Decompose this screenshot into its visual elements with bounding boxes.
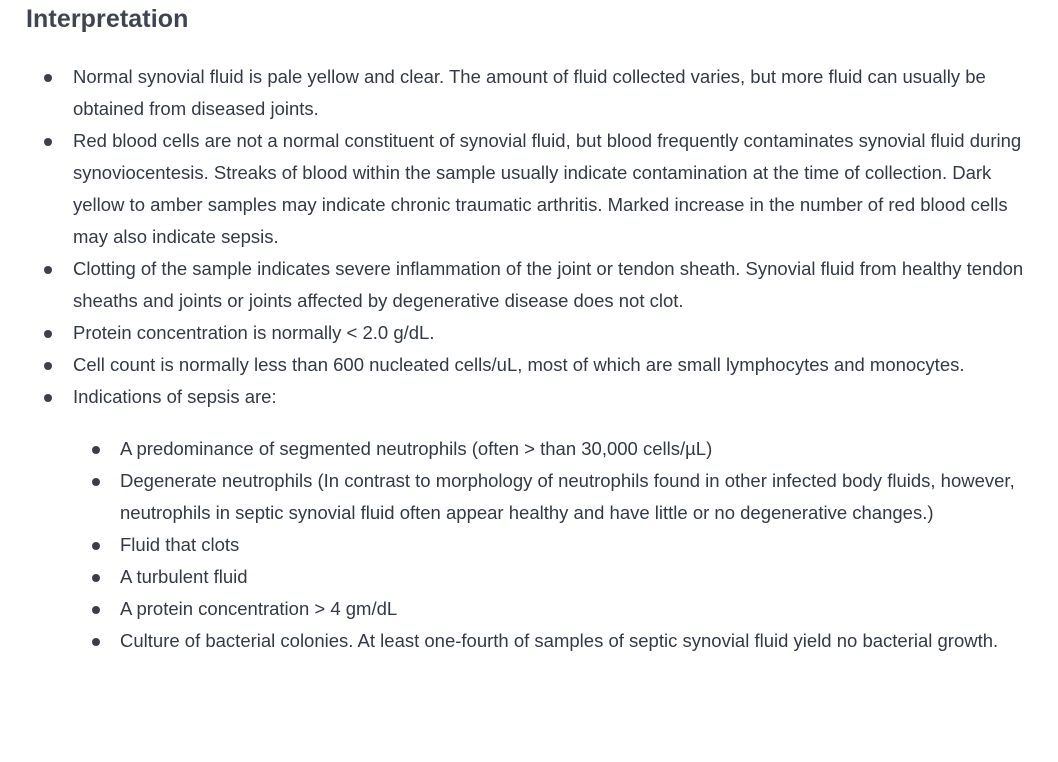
sub-list-item: A turbulent fluid <box>120 561 1030 593</box>
article-content <box>26 0 1036 657</box>
list-item: Cell count is normally less than 600 nucleated cells/uL, most of which are small lymphocytes and monocytes. <box>26 349 1026 381</box>
list-item: Indications of sepsis are: <box>26 381 1026 413</box>
sub-list-item: A predominance of segmented neutrophils (often > than 30,000 cells/µL) <box>120 433 1030 465</box>
list-item: Normal synovial fluid is pale yellow and clear. The amount of fluid collected varies, but more fluid can usually be obtained from diseased joints. <box>26 61 1026 125</box>
list-item: Red blood cells are not a normal constituent of synovial fluid, but blood frequently contaminates synovial fluid during synoviocentesis. Streaks of blood within the sample usually indicate contamination at the time of collection. Dark yellow to amber samples may indicate chronic traumatic arthritis. Marked increase in the number of red blood cells may also indicate sepsis. <box>26 125 1038 253</box>
sub-list-item: Culture of bacterial colonies. At least one-fourth of samples of septic synovial fluid yield no bacterial growth. <box>120 625 1030 657</box>
sub-list-item: Degenerate neutrophils (In contrast to morphology of neutrophils found in other infected body fluids, however, neutrophils in septic synovial fluid often appear healthy and have little or no degenerative changes.) <box>120 465 1038 529</box>
sepsis-indications-list <box>120 433 1030 657</box>
interpretation-list <box>26 61 1026 413</box>
list-item: Protein concentration is normally < 2.0 g/dL. <box>26 317 1026 349</box>
sub-list-item: A protein concentration > 4 gm/dL <box>120 593 1030 625</box>
list-item: Clotting of the sample indicates severe inflammation of the joint or tendon sheath. Synovial fluid from healthy tendon sheaths and joints or joints affected by degenerative disease does not clot. <box>26 253 1026 317</box>
sub-list-item: Fluid that clots <box>120 529 1030 561</box>
section-heading: Interpretation <box>26 5 189 33</box>
